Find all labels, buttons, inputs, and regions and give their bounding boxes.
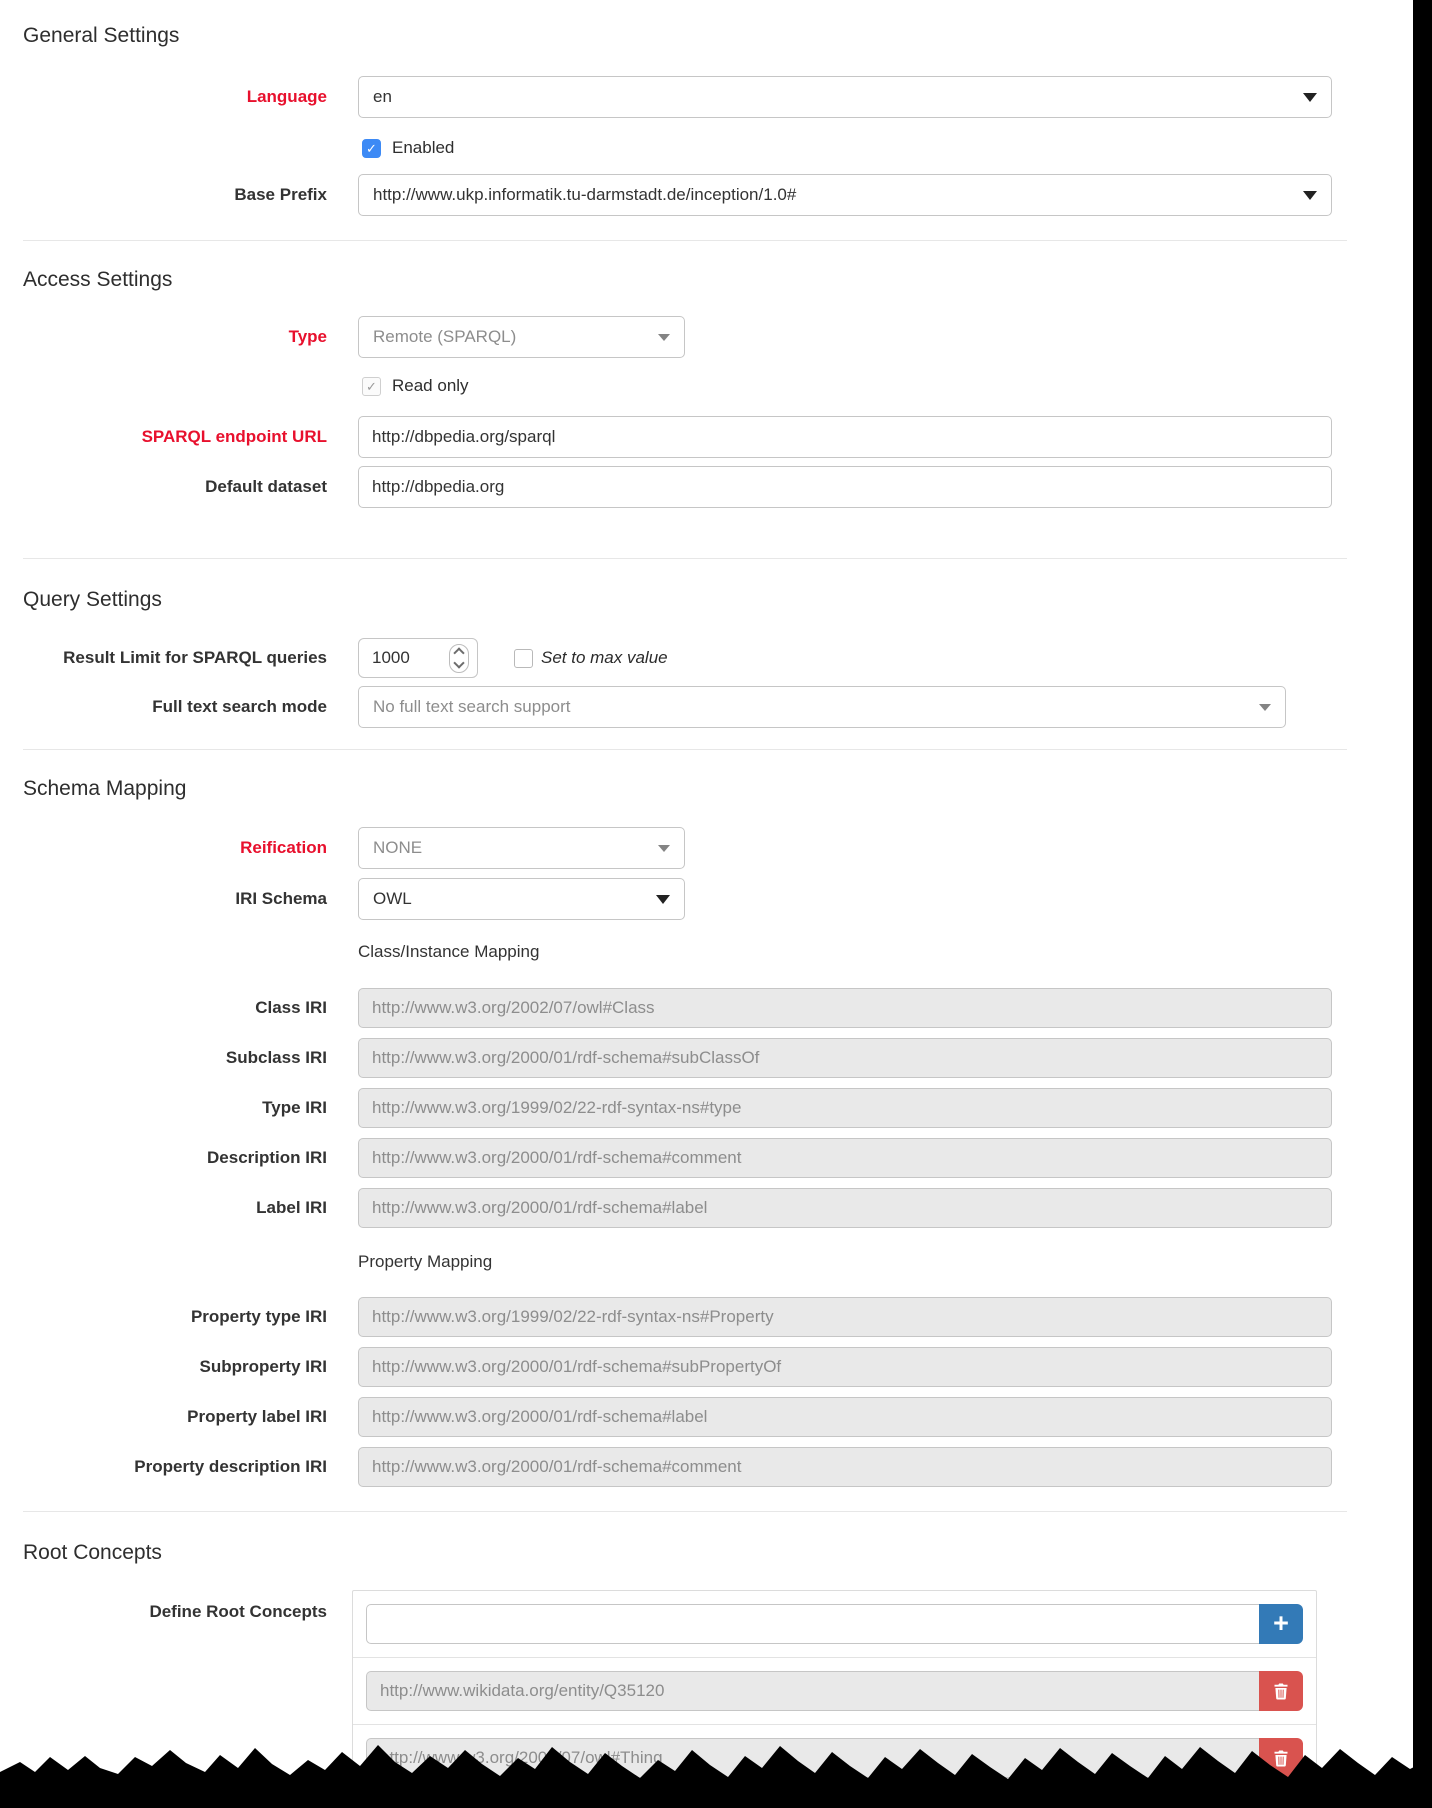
label-iri-row [0, 1188, 1413, 1228]
subproperty-iri-row [0, 1347, 1413, 1387]
schema-mapping-title: Schema Mapping [23, 777, 187, 800]
caret-down-icon [658, 845, 670, 852]
read-only-row [362, 376, 1413, 396]
property-type-iri-input [358, 1297, 1332, 1337]
type-label: Type [288, 327, 327, 346]
screenshot-torn-edge-right [1413, 0, 1432, 1808]
root-concept-item-row [353, 1657, 1316, 1724]
stepper-arrows-icon[interactable] [449, 644, 469, 673]
iri-schema-selected-value: OWL [373, 889, 412, 908]
enabled-row [362, 138, 1413, 158]
subclass-iri-label: Subclass IRI [225, 1048, 327, 1067]
class-iri-input [358, 988, 1332, 1028]
root-concept-new-input[interactable] [366, 1604, 1259, 1644]
root-concept-item-row [353, 1724, 1316, 1791]
section-divider [23, 240, 1347, 241]
add-root-concept-button[interactable] [1259, 1604, 1303, 1644]
property-label-iri-input [358, 1397, 1332, 1437]
language-select[interactable] [358, 76, 1332, 118]
define-root-concepts-row [0, 1590, 1413, 1792]
type-iri-label: Type IRI [262, 1098, 327, 1117]
property-mapping-subheader: Property Mapping [358, 1252, 493, 1271]
caret-down-icon [1303, 93, 1317, 102]
caret-down-icon [1259, 704, 1271, 711]
general-settings-title: General Settings [23, 24, 180, 47]
enabled-label: Enabled [392, 138, 455, 157]
base-prefix-select[interactable] [358, 174, 1332, 216]
define-root-concepts-label: Define Root Concepts [149, 1602, 327, 1621]
subclass-iri-row [0, 1038, 1413, 1078]
plus-icon: + [1273, 1607, 1289, 1638]
sparql-url-label: SPARQL endpoint URL [141, 427, 327, 446]
language-label: Language [246, 87, 327, 106]
enabled-checkbox[interactable] [362, 139, 381, 158]
caret-down-icon [658, 334, 670, 341]
reification-selected-value: NONE [373, 838, 423, 857]
root-concept-value-input [366, 1738, 1259, 1778]
fts-select[interactable] [358, 686, 1286, 728]
reification-select[interactable] [358, 827, 685, 869]
section-divider [23, 558, 1347, 559]
root-concepts-title: Root Concepts [23, 1541, 162, 1564]
type-select[interactable] [358, 316, 685, 358]
label-iri-input [358, 1188, 1332, 1228]
subclass-iri-input [358, 1038, 1332, 1078]
property-label-iri-label: Property label IRI [187, 1407, 327, 1426]
set-max-label: Set to max value [541, 648, 668, 667]
class-mapping-subheader: Class/Instance Mapping [358, 942, 540, 961]
subproperty-iri-label: Subproperty IRI [199, 1357, 327, 1376]
read-only-label: Read only [392, 376, 469, 395]
checkmark-icon: ✓ [366, 378, 377, 394]
fts-selected-value: No full text search support [373, 697, 571, 716]
section-divider [23, 1511, 1347, 1512]
iri-schema-row [0, 878, 1413, 920]
language-selected-value: en [373, 87, 392, 106]
type-iri-row [0, 1088, 1413, 1128]
result-limit-label: Result Limit for SPARQL queries [63, 648, 327, 667]
reification-row [0, 827, 1413, 869]
base-prefix-label: Base Prefix [234, 185, 327, 204]
delete-root-concept-button[interactable] [1259, 1738, 1303, 1778]
sparql-url-row [0, 416, 1413, 458]
default-dataset-label: Default dataset [205, 477, 327, 496]
trash-icon [1273, 1750, 1289, 1767]
default-dataset-input[interactable] [358, 466, 1332, 508]
result-limit-row [0, 638, 1413, 678]
chevron-down-icon [453, 657, 464, 668]
root-concept-new-row [353, 1591, 1316, 1657]
base-prefix-selected-value: http://www.ukp.informatik.tu-darmstadt.de/inception/1.0# [373, 185, 797, 204]
fts-row [0, 686, 1413, 728]
caret-down-icon [656, 895, 670, 904]
property-description-iri-row [0, 1447, 1413, 1487]
class-iri-label: Class IRI [255, 998, 327, 1017]
caret-down-icon [1303, 191, 1317, 200]
type-selected-value: Remote (SPARQL) [373, 327, 517, 346]
description-iri-label: Description IRI [207, 1148, 327, 1167]
property-type-iri-label: Property type IRI [190, 1307, 327, 1326]
iri-schema-label: IRI Schema [235, 889, 327, 908]
trash-icon [1273, 1683, 1289, 1700]
set-max-group [514, 648, 668, 668]
default-dataset-row [0, 466, 1413, 508]
root-concept-value-input [366, 1671, 1259, 1711]
query-settings-title: Query Settings [23, 588, 162, 611]
subproperty-iri-input [358, 1347, 1332, 1387]
checkmark-icon: ✓ [366, 140, 377, 156]
iri-schema-select[interactable] [358, 878, 685, 920]
type-row [0, 316, 1413, 358]
property-description-iri-label: Property description IRI [134, 1457, 327, 1476]
property-description-iri-input [358, 1447, 1332, 1487]
description-iri-row [0, 1138, 1413, 1178]
set-max-checkbox[interactable] [514, 649, 533, 668]
property-label-iri-row [0, 1397, 1413, 1437]
language-row [0, 76, 1413, 118]
class-iri-row [0, 988, 1413, 1028]
read-only-checkbox [362, 377, 381, 396]
access-settings-title: Access Settings [23, 268, 173, 291]
result-limit-value: 1000 [372, 648, 410, 667]
description-iri-input [358, 1138, 1332, 1178]
property-type-iri-row [0, 1297, 1413, 1337]
type-iri-input [358, 1088, 1332, 1128]
class-mapping-header-row [0, 942, 1413, 962]
base-prefix-row [0, 174, 1413, 216]
label-iri-label: Label IRI [256, 1198, 327, 1217]
delete-root-concept-button[interactable] [1259, 1671, 1303, 1711]
property-mapping-header-row [0, 1252, 1413, 1272]
reification-label: Reification [240, 838, 327, 857]
result-limit-stepper[interactable] [358, 638, 478, 678]
sparql-url-input[interactable] [358, 416, 1332, 458]
fts-label: Full text search mode [152, 697, 327, 716]
root-concepts-list [352, 1590, 1317, 1792]
section-divider [23, 749, 1347, 750]
